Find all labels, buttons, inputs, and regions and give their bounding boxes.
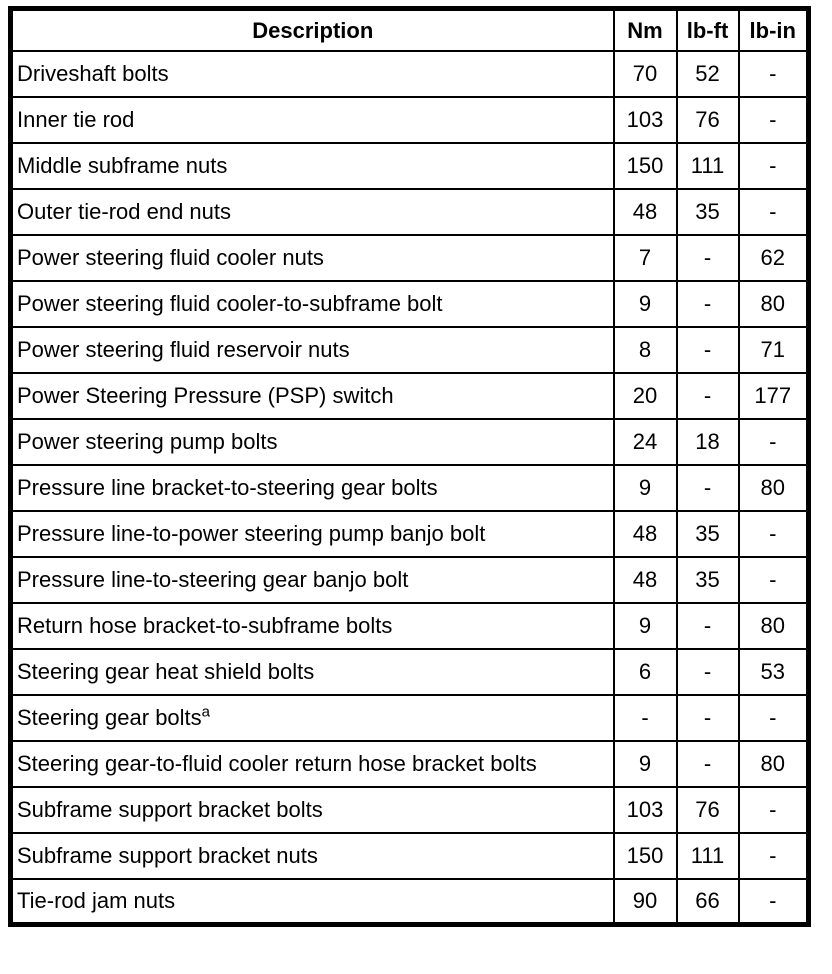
- table-row: [11, 189, 809, 235]
- description-cell: [11, 281, 614, 327]
- description-text: Steering gear bolts: [17, 704, 202, 730]
- lbft-cell: 76: [677, 787, 739, 833]
- lbft-cell: -: [677, 465, 739, 511]
- torque-spec-table: [8, 6, 811, 927]
- lbft-cell: -: [677, 741, 739, 787]
- nm-cell: -: [614, 695, 677, 741]
- header-row: [11, 9, 809, 51]
- lbin-cell: -: [739, 97, 809, 143]
- description-cell: [11, 97, 614, 143]
- lbin-cell: -: [739, 695, 809, 741]
- table-row: [11, 603, 809, 649]
- lbft-cell: -: [677, 603, 739, 649]
- description-text: Inner tie rod: [17, 106, 135, 132]
- nm-cell: 9: [614, 741, 677, 787]
- nm-cell: 90: [614, 879, 677, 925]
- description-cell: [11, 327, 614, 373]
- lbin-cell: -: [739, 511, 809, 557]
- description-cell: [11, 787, 614, 833]
- description-cell: [11, 833, 614, 879]
- description-text: Pressure line-to-power steering pump banjo bolt: [17, 520, 486, 546]
- nm-cell: 6: [614, 649, 677, 695]
- table-row: [11, 695, 809, 741]
- description-cell: [11, 143, 614, 189]
- nm-cell: 48: [614, 511, 677, 557]
- lbin-cell: -: [739, 879, 809, 925]
- lbft-cell: -: [677, 373, 739, 419]
- description-text: Power steering fluid reservoir nuts: [17, 336, 350, 362]
- table-row: [11, 511, 809, 557]
- lbft-cell: 35: [677, 511, 739, 557]
- lbin-cell: -: [739, 143, 809, 189]
- lbin-cell: 80: [739, 465, 809, 511]
- description-cell: [11, 879, 614, 925]
- description-text: Power Steering Pressure (PSP) switch: [17, 382, 394, 408]
- description-text: Pressure line-to-steering gear banjo bolt: [17, 566, 409, 592]
- lbin-cell: 71: [739, 327, 809, 373]
- lbin-cell: -: [739, 189, 809, 235]
- table-row: [11, 419, 809, 465]
- description-text: Power steering pump bolts: [17, 428, 278, 454]
- nm-cell: 103: [614, 787, 677, 833]
- description-text: Driveshaft bolts: [17, 60, 169, 86]
- description-text: Power steering fluid cooler nuts: [17, 244, 324, 270]
- lbft-cell: -: [677, 235, 739, 281]
- lbft-cell: 66: [677, 879, 739, 925]
- table-row: [11, 741, 809, 787]
- nm-cell: 9: [614, 281, 677, 327]
- table-row: [11, 281, 809, 327]
- lbft-cell: 18: [677, 419, 739, 465]
- nm-cell: 150: [614, 143, 677, 189]
- table-row: [11, 235, 809, 281]
- table-row: [11, 465, 809, 511]
- lbin-cell: 80: [739, 281, 809, 327]
- lbft-cell: -: [677, 327, 739, 373]
- table-body: [11, 51, 809, 925]
- nm-cell: 7: [614, 235, 677, 281]
- lbft-cell: 35: [677, 557, 739, 603]
- lbin-cell: 177: [739, 373, 809, 419]
- lbin-cell: -: [739, 557, 809, 603]
- table-row: [11, 373, 809, 419]
- lbft-cell: 111: [677, 833, 739, 879]
- description-text: Subframe support bracket nuts: [17, 842, 318, 868]
- description-text: Subframe support bracket bolts: [17, 796, 323, 822]
- lbin-cell: -: [739, 833, 809, 879]
- col-header-nm: Nm: [614, 9, 677, 51]
- description-cell: [11, 465, 614, 511]
- description-cell: [11, 557, 614, 603]
- lbin-cell: -: [739, 51, 809, 97]
- description-cell: [11, 235, 614, 281]
- lbft-cell: 52: [677, 51, 739, 97]
- table-row: [11, 557, 809, 603]
- nm-cell: 150: [614, 833, 677, 879]
- nm-cell: 8: [614, 327, 677, 373]
- col-header-description: Description: [11, 9, 614, 51]
- description-cell: [11, 511, 614, 557]
- description-text: Power steering fluid cooler-to-subframe bolt: [17, 290, 443, 316]
- col-header-lb-ft: lb-ft: [677, 9, 739, 51]
- col-header-lb-in: lb-in: [739, 9, 809, 51]
- table-row: [11, 787, 809, 833]
- description-text: Pressure line bracket-to-steering gear bolts: [17, 474, 438, 500]
- description-cell: [11, 741, 614, 787]
- table-row: [11, 143, 809, 189]
- lbin-cell: -: [739, 419, 809, 465]
- description-text: Outer tie-rod end nuts: [17, 198, 232, 224]
- description-cell: [11, 695, 614, 741]
- table-row: [11, 97, 809, 143]
- description-cell: [11, 373, 614, 419]
- nm-cell: 48: [614, 189, 677, 235]
- lbin-cell: -: [739, 787, 809, 833]
- description-cell: [11, 649, 614, 695]
- nm-cell: 24: [614, 419, 677, 465]
- description-text: Tie-rod jam nuts: [17, 888, 176, 914]
- nm-cell: 70: [614, 51, 677, 97]
- table-row: [11, 51, 809, 97]
- nm-cell: 9: [614, 603, 677, 649]
- lbft-cell: -: [677, 695, 739, 741]
- lbft-cell: 111: [677, 143, 739, 189]
- lbin-cell: 53: [739, 649, 809, 695]
- lbft-cell: -: [677, 281, 739, 327]
- description-cell: [11, 603, 614, 649]
- description-cell: [11, 419, 614, 465]
- lbin-cell: 62: [739, 235, 809, 281]
- nm-cell: 103: [614, 97, 677, 143]
- lbft-cell: 76: [677, 97, 739, 143]
- lbft-cell: 35: [677, 189, 739, 235]
- description-cell: [11, 51, 614, 97]
- table-row: [11, 879, 809, 925]
- description-cell: [11, 189, 614, 235]
- description-text: Steering gear heat shield bolts: [17, 658, 315, 684]
- nm-cell: 20: [614, 373, 677, 419]
- nm-cell: 9: [614, 465, 677, 511]
- lbft-cell: -: [677, 649, 739, 695]
- description-text: Steering gear-to-fluid cooler return hose bracket bolts: [17, 750, 537, 776]
- description-text: Middle subframe nuts: [17, 152, 228, 178]
- table-row: [11, 649, 809, 695]
- lbin-cell: 80: [739, 603, 809, 649]
- table-row: [11, 327, 809, 373]
- lbin-cell: 80: [739, 741, 809, 787]
- table-row: [11, 833, 809, 879]
- footnote-marker: a: [201, 703, 211, 721]
- nm-cell: 48: [614, 557, 677, 603]
- description-text: Return hose bracket-to-subframe bolts: [17, 612, 393, 638]
